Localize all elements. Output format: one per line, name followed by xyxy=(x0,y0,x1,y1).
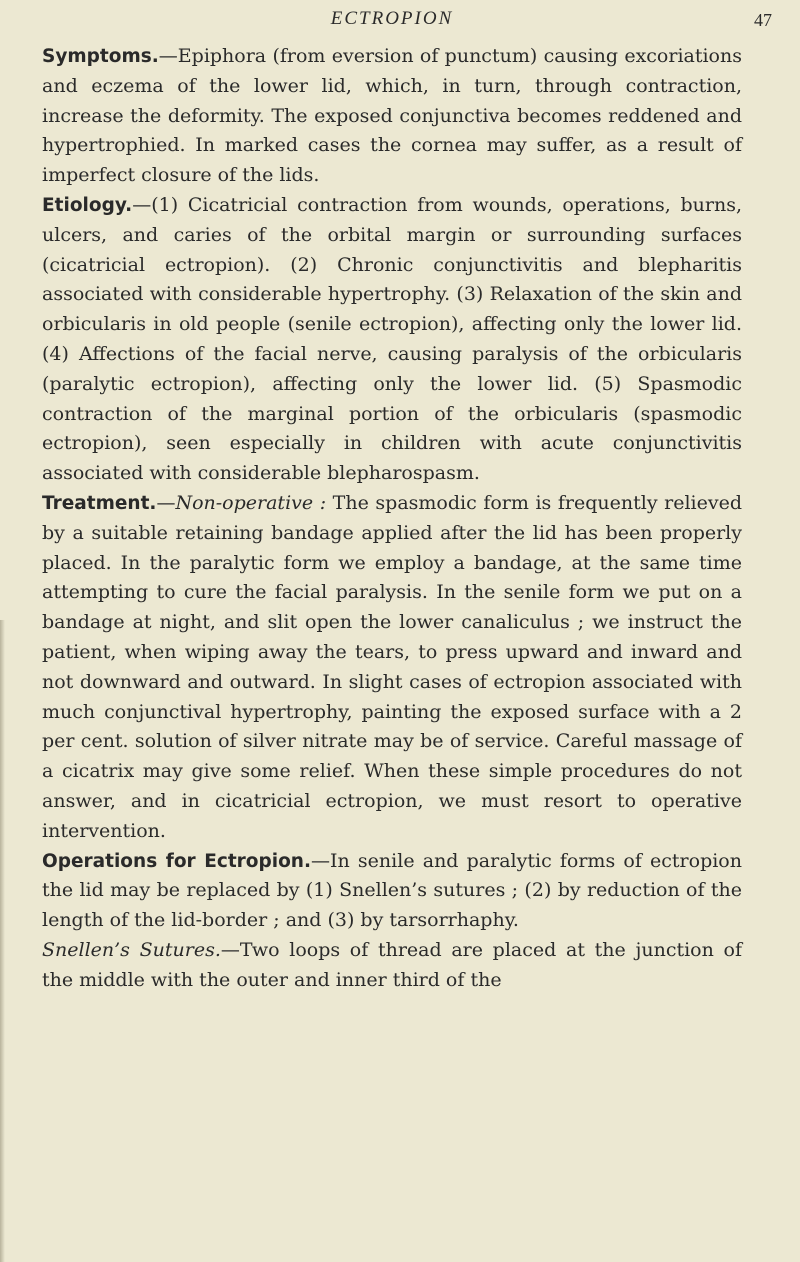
operations-paragraph xyxy=(42,847,742,936)
treatment-text: The spasmodic form is frequently relieved by a suitable retaining bandage applied after the lid has been properly placed. In the paralytic form we employ a bandage, at the same time attempting to cure the facial paralysis. In the senile form we put on a bandage at night, and slit open the lower canaliculus ; we instruct the patient, when wiping away the tears, to press upward and inward and not downward and outward. In slight cases of ectropion associated with much conjunctival hypertrophy, painting the exposed surface with a 2 per cent. solution of silver nitrate may be of service. Careful massage of a cicatrix may give some relief. When these simple procedures do not answer, and in cicatricial ectropion, we must resort to operative intervention. xyxy=(42,491,743,842)
page-number: 47 xyxy=(754,10,772,30)
etiology-paragraph xyxy=(42,191,742,489)
symptoms-heading: Symptoms. xyxy=(42,46,159,67)
treatment-paragraph xyxy=(42,489,742,847)
snellen-text: —Two loops of thread are placed at the junction of the middle with the outer and inner third of the xyxy=(42,938,743,991)
running-title: ECTROPION xyxy=(330,8,454,29)
running-head xyxy=(42,8,772,34)
page-edge-shadow xyxy=(0,620,5,1262)
etiology-text: —(1) Cicatricial contraction from wounds, operations, burns, ulcers, and caries of the orbital margin or surrounding surfaces (cicatricial ectropion). (2) Chronic conjunctivitis and blepharitis associated with considerable hypertrophy. (3) Relaxation of the skin and orbicularis in old people (senile ectropion), affecting only the lower lid. (4) Affections of the facial nerve, causing paralysis of the orbicularis (paralytic ectropion), affecting only the lower lid. (5) Spasmodic contraction of the marginal portion of the orbicularis (spasmodic ectropion), seen especially in children with acute conjunctivitis associated with considerable blepharospasm. xyxy=(42,193,742,485)
treatment-subhead: Non-operative : xyxy=(175,491,327,514)
operations-heading: Operations for Ectropion. xyxy=(42,850,312,872)
symptoms-paragraph xyxy=(42,42,742,191)
operations-text: —In senile and paralytic forms of ectropion the lid may be replaced by (1) Snellen’s sutures ; (2) by reduction of the length of the lid-border ; and (3) by tarsorrhaphy. xyxy=(42,849,742,932)
snellen-paragraph xyxy=(42,936,742,996)
etiology-heading: Etiology. xyxy=(42,194,133,216)
snellen-subhead: Snellen’s Sutures. xyxy=(42,938,221,961)
symptoms-text: —Epiphora (from eversion of punctum) causing excoriations and eczema of the lower lid, which, in turn, through contraction, increase the deformity. The exposed conjunctiva becomes reddened and hypertrophied. In marked cases the cornea may suffer, as a result of imperfect closure of the lids. xyxy=(42,45,742,187)
treatment-dash: — xyxy=(156,491,176,514)
body-text xyxy=(42,42,742,996)
treatment-heading: Treatment. xyxy=(42,492,157,514)
